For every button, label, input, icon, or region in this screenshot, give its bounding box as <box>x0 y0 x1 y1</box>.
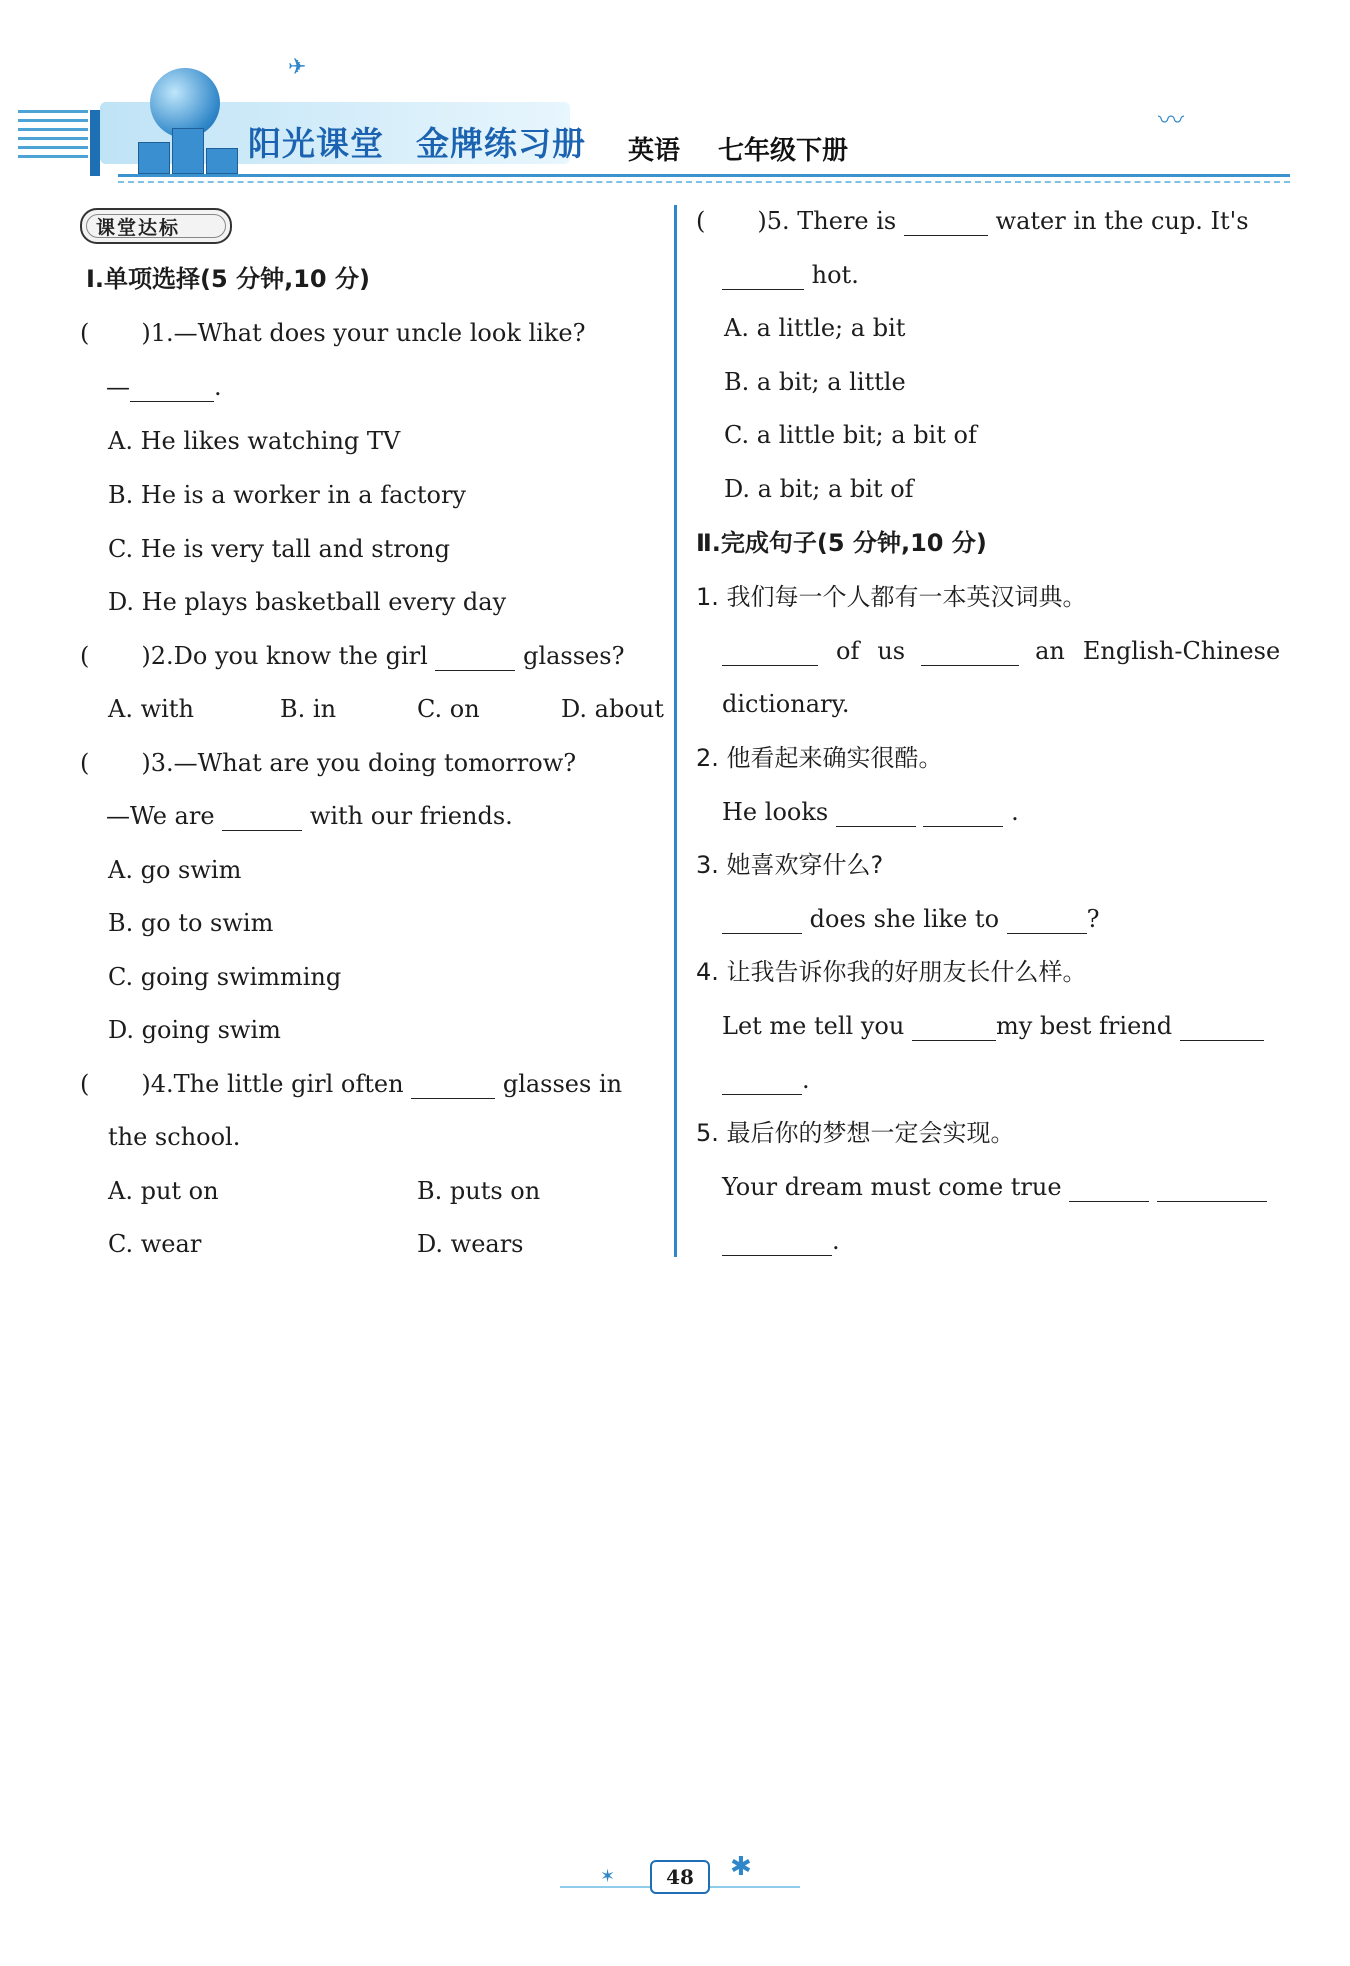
q5-option-c: C. a little bit; a bit of <box>724 421 977 449</box>
q4-stem: ( )4.The little girl often glasses in <box>80 1070 623 1098</box>
bird-icon: 〰 <box>1158 106 1185 136</box>
page-number: 48 <box>650 1860 710 1894</box>
subject-label: 英语 <box>628 136 681 166</box>
q3-option-c: C. going swimming <box>108 963 342 991</box>
s4-english: Let me tell you my best friend <box>722 1011 1264 1041</box>
s3-english: does she like to ? <box>722 904 1100 934</box>
header-stripes <box>18 110 88 170</box>
page-header <box>18 50 1280 180</box>
q5-option-a: A. a little; a bit <box>724 314 906 342</box>
brand-title-left: 阳光课堂 <box>248 124 384 163</box>
q2-option-b: B. in <box>280 695 337 723</box>
q5-stem-continued: hot. <box>722 260 859 290</box>
q5-option-b: B. a bit; a little <box>724 368 906 396</box>
q2-option-a: A. with <box>108 695 194 723</box>
q3-stem: ( )3.—What are you doing tomorrow? <box>80 749 577 777</box>
q4-option-c: C. wear <box>108 1230 202 1258</box>
q2-option-c: C. on <box>417 695 480 723</box>
section-tag: 课堂达标 <box>80 208 232 244</box>
s2-chinese: 2. 他看起来确实很酷。 <box>696 744 943 772</box>
palm-tree-icon: ✱ <box>730 1852 752 1882</box>
section1-title: Ⅰ.单项选择(5 分钟,10 分) <box>86 265 370 293</box>
q4-option-b: B. puts on <box>417 1177 541 1205</box>
section2-title: Ⅱ.完成句子(5 分钟,10 分) <box>696 529 987 557</box>
brand-title-right: 金牌练习册 <box>416 124 586 163</box>
q2-stem: ( )2.Do you know the girl glasses? <box>80 642 625 670</box>
q4-stem-continued: the school. <box>108 1123 241 1151</box>
s1-english: of us an English-Chinese <box>722 636 1280 666</box>
s4-english-continued: . <box>722 1065 810 1095</box>
s5-chinese: 5. 最后你的梦想一定会实现。 <box>696 1119 1015 1147</box>
star-icon: ✶ <box>600 1866 616 1887</box>
s2-english: He looks . <box>722 798 1019 826</box>
q3-option-a: A. go swim <box>108 856 242 884</box>
q1-option-b: B. He is a worker in a factory <box>108 481 466 509</box>
q1-option-d: D. He plays basketball every day <box>108 588 507 616</box>
blocks-icon <box>138 128 248 174</box>
s1-chinese: 1. 我们每一个人都有一本英汉词典。 <box>696 583 1087 611</box>
s5-english: Your dream must come true <box>722 1172 1267 1202</box>
s1-english-continued: dictionary. <box>722 690 850 718</box>
grade-label: 七年级下册 <box>718 136 849 166</box>
q1-answer-line: — . <box>106 373 222 401</box>
q5-option-d: D. a bit; a bit of <box>724 475 914 503</box>
q2-option-d: D. about <box>561 695 664 723</box>
q1-option-a: A. He likes watching TV <box>108 427 401 455</box>
q4-option-a: A. put on <box>108 1177 219 1205</box>
page-footer <box>560 1852 800 1902</box>
q4-option-d: D. wears <box>417 1230 524 1258</box>
s3-chinese: 3. 她喜欢穿什么? <box>696 851 884 879</box>
q3-option-b: B. go to swim <box>108 909 274 937</box>
q1-option-c: C. He is very tall and strong <box>108 535 450 563</box>
s4-chinese: 4. 让我告诉你我的好朋友长什么样。 <box>696 958 1087 986</box>
paper-plane-icon: ✈ <box>288 55 307 80</box>
s5-english-continued: . <box>722 1226 840 1256</box>
q1-stem: ( )1.—What does your uncle look like? <box>80 319 586 347</box>
q5-stem: ( )5. There is water in the cup. It's <box>696 207 1249 235</box>
q3-reply: —We are with our friends. <box>106 802 513 830</box>
header-bar <box>90 110 100 176</box>
column-divider <box>674 205 677 1257</box>
q3-option-d: D. going swim <box>108 1016 281 1044</box>
